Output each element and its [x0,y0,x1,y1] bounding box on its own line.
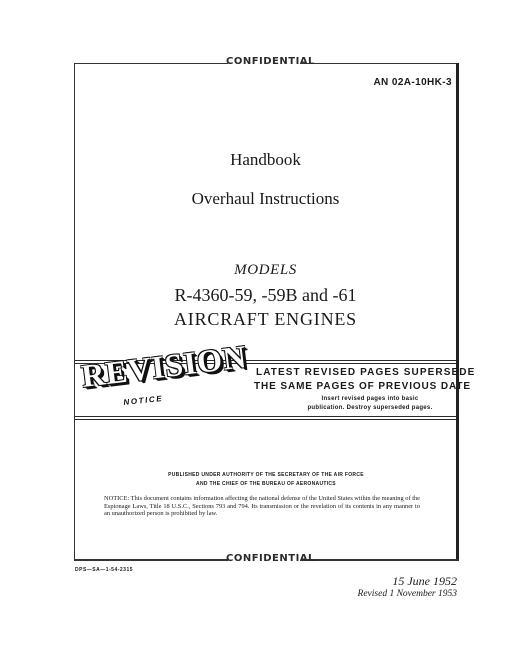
revision-line-4: publication. Destroy superseded pages. [307,405,433,411]
revision-line-2: THE SAME PAGES OF PREVIOUS DATE [254,381,471,392]
classification-top [226,56,315,67]
revision-stamp: REVISION [79,338,249,395]
revision-line-3: Insert revised pages into basic [321,396,419,402]
classification-bottom-text: CONFIDENTIAL [226,553,315,564]
product-name: AIRCRAFT ENGINES [174,309,357,329]
frame-top-right-rule [302,63,456,64]
frame-bottom-right-rule [302,559,459,561]
title-handbook: Handbook [230,150,301,169]
authority-line-1: PUBLISHED UNDER AUTHORITY OF THE SECRETARY OF THE AIR FORCE [168,472,364,478]
revision-rule [75,419,457,420]
revision-line-1: LATEST REVISED PAGES SUPERSEDE [256,367,476,378]
print-code: DPS—SA—1-54-2315 [75,567,134,573]
frame-bottom-left-rule [74,559,228,561]
title-overhaul-instructions: Overhaul Instructions [191,189,340,208]
document-number: AN 02A-10HK-3 [373,77,452,88]
security-notice: NOTICE: This document contains information affecting the national defense of the United States within the meaning of the Espionage Laws, Title 18 U.S.C., Sections 793 and 794. Its transmission or the revelation of its contents in any manner to an unauthorized person is prohibited by law. [104,495,420,518]
revised-date: Revised 1 November 1953 [357,589,457,599]
authority-line-2: AND THE CHIEF OF THE BUREAU OF AERONAUTICS [196,481,336,487]
issue-date: 15 June 1952 [392,574,457,588]
revision-rule [75,416,457,417]
frame-top-left-rule [74,63,228,64]
classification-top-text: CONFIDENTIAL [226,56,315,67]
model-numbers: R-4360-59, -59B and -61 [174,285,357,305]
models-label: MODELS [234,262,297,278]
revision-notice-label: NOTICE [123,393,164,407]
classification-bottom [226,553,315,564]
